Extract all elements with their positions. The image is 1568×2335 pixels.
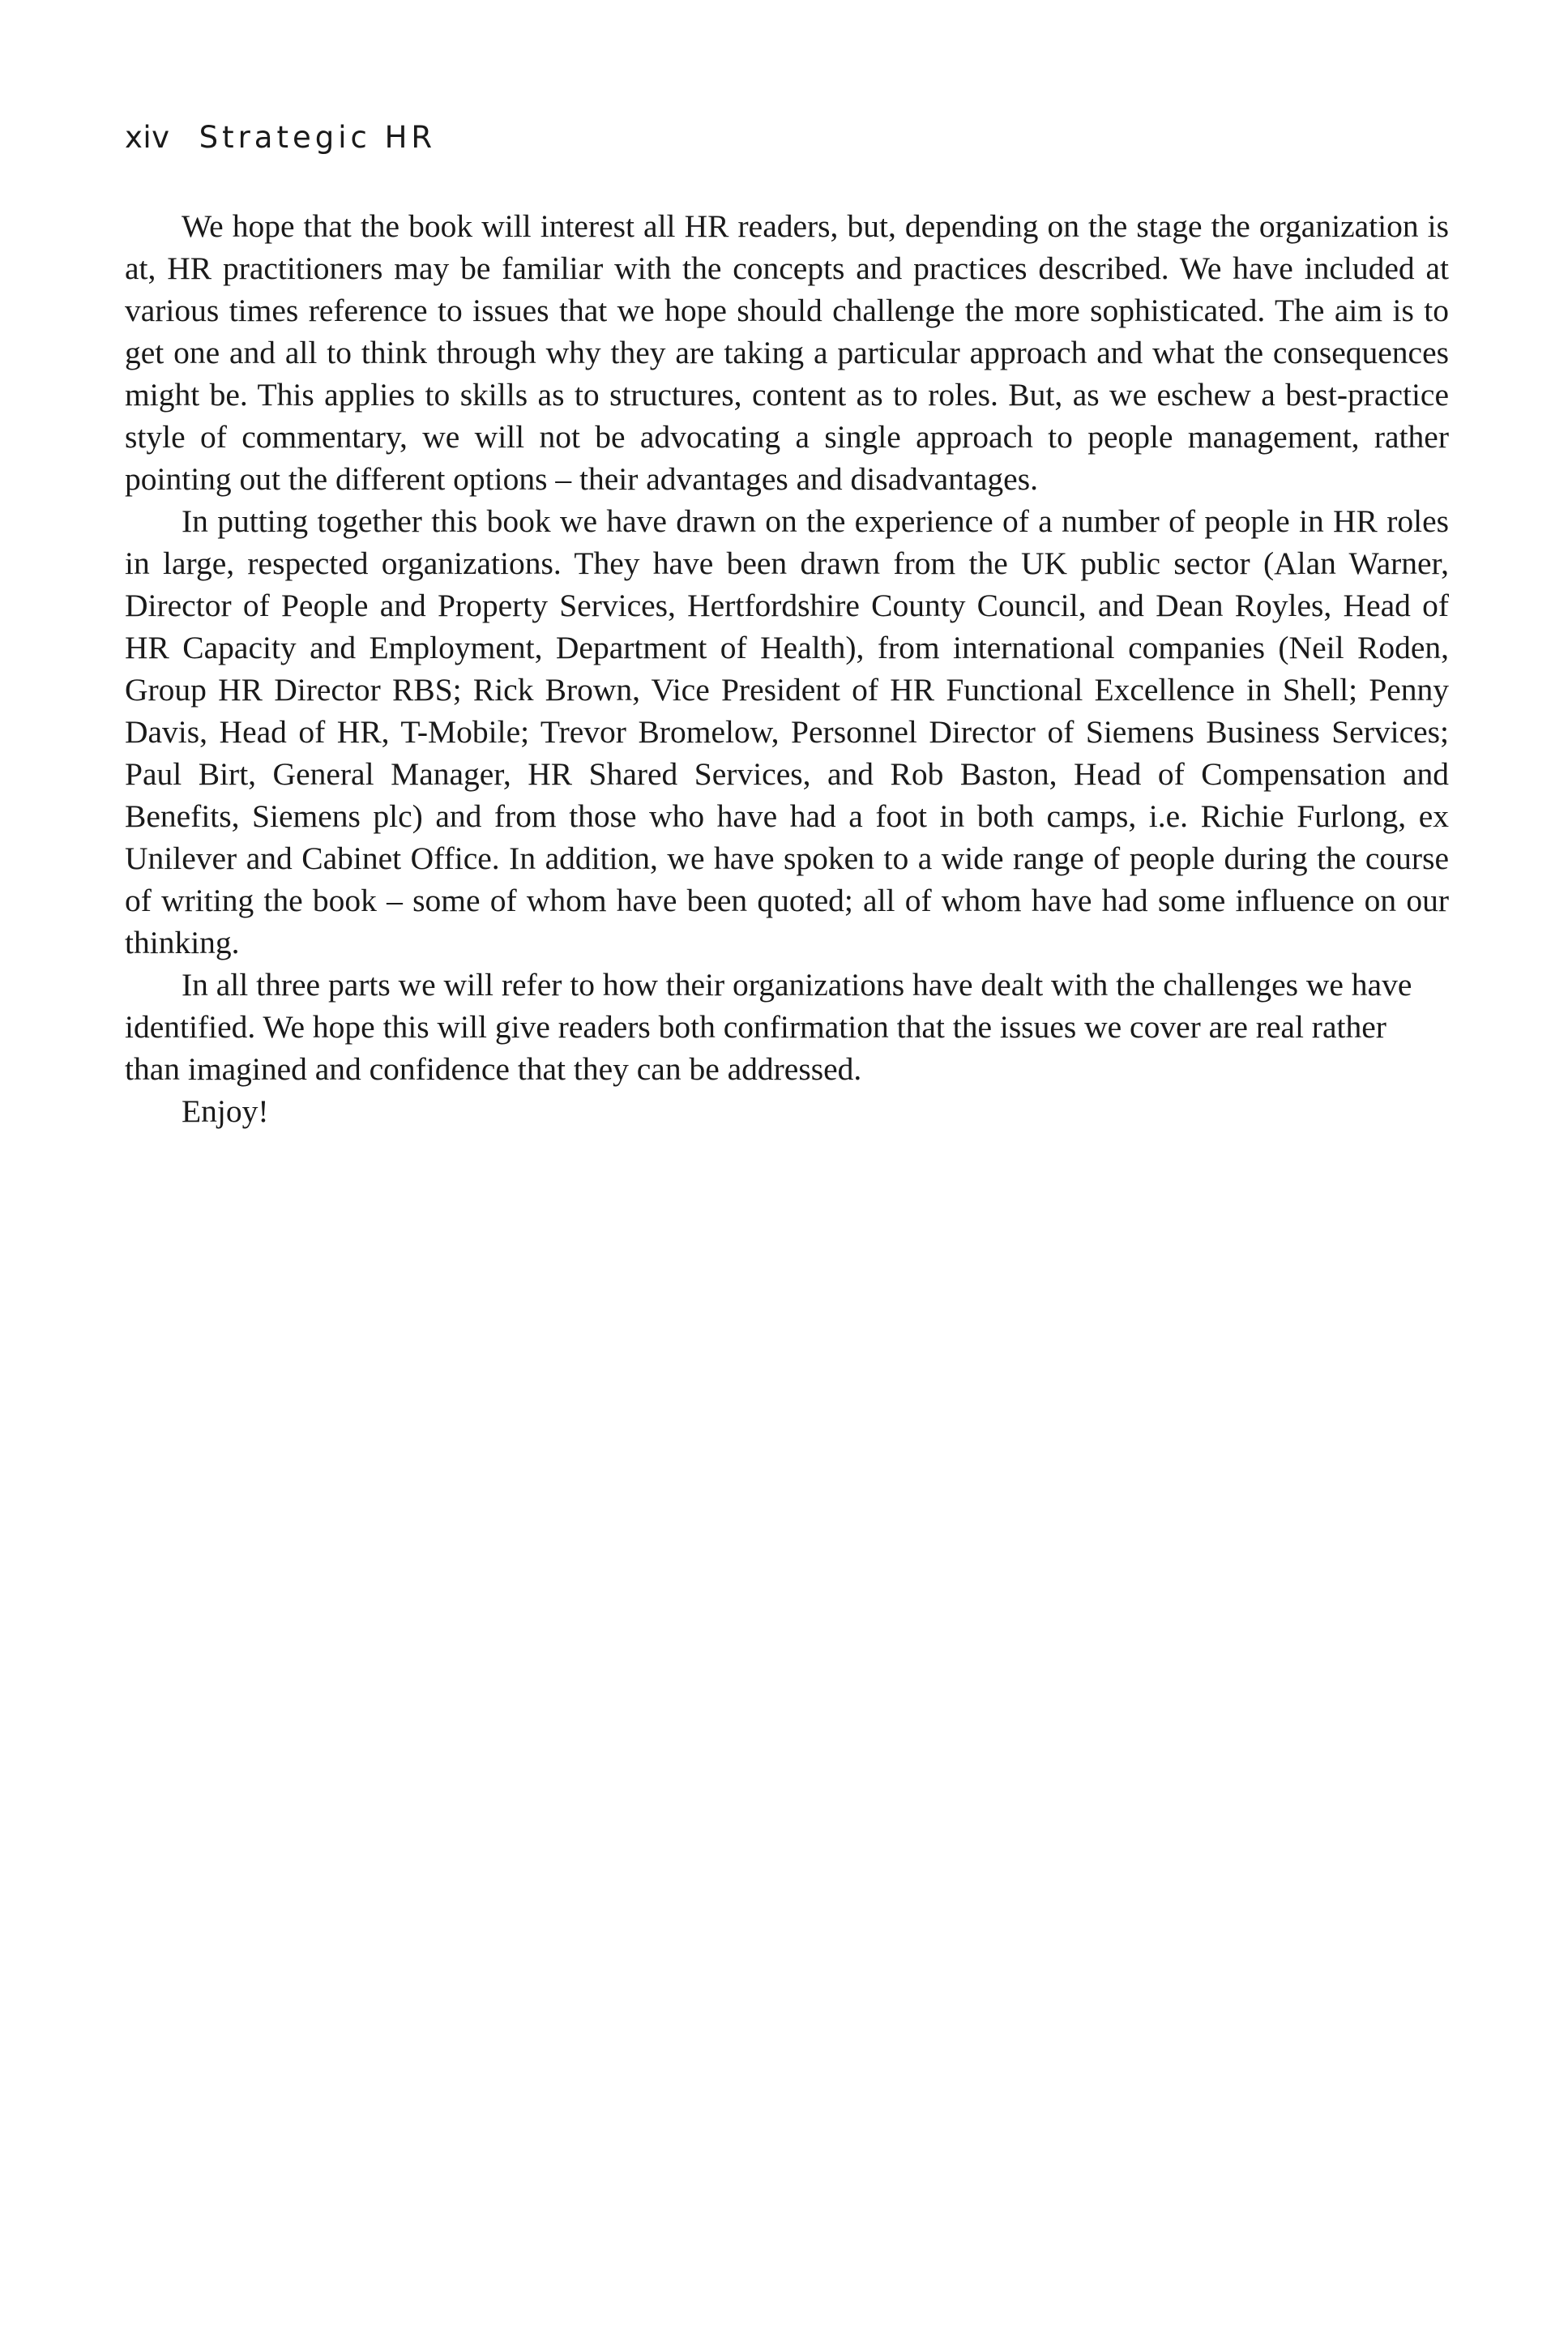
body-text: [125, 205, 1449, 1132]
page-number: xiv: [125, 120, 170, 155]
paragraph-closing: Enjoy!: [182, 1093, 269, 1129]
paragraph-intro: We hope that the book will interest all HR readers, but, depending on the stage the organization is at, HR practitioners may be familiar with the concepts and practices described. We have included at various times reference to issues that we hope should challenge the more sophisticated. The aim is to get one and all to think through why they are taking a particular approach and what the consequences might be. This applies to skills as to structures, content as to roles. But, as we eschew a best-practice style of commentary, we will not be advocating a single approach to people management, rather pointing out the different options – their advantages and disadvantages.: [125, 208, 1449, 497]
paragraph-contributors: In putting together this book we have drawn on the experience of a number of people in HR roles in large, respected organizations. They have been drawn from the UK public sector (Alan Warner, Director of People and Property Services, Hertfordshire County Council, and Dean Royles, Head of HR Capacity and Employment, Department of Health), from international companies (Neil Roden, Group HR Director RBS; Rick Brown, Vice President of HR Functional Excellence in Shell; Penny Davis, Head of HR, T-Mobile; Trevor Bromelow, Personnel Director of Siemens Business Services; Paul Birt, General Manager, HR Shared Services, and Rob Baston, Head of Compensation and Benefits, Siemens plc) and from those who have had a foot in both camps, i.e. Richie Furlong, ex Unilever and Cabinet Office. In addition, we have spoken to a wide range of people during the course of writing the book – some of whom have been quoted; all of whom have had some influence on our thinking.: [125, 503, 1449, 960]
running-title: Strategic HR: [199, 120, 437, 155]
paragraph-challenges: In all three parts we will refer to how their organizations have dealt with the challenges we have identified. We hope this will give readers both confirmation that the issues we cover are real rather than imagined and confidence that they can be addressed.: [125, 967, 1412, 1087]
running-head: [125, 120, 436, 160]
